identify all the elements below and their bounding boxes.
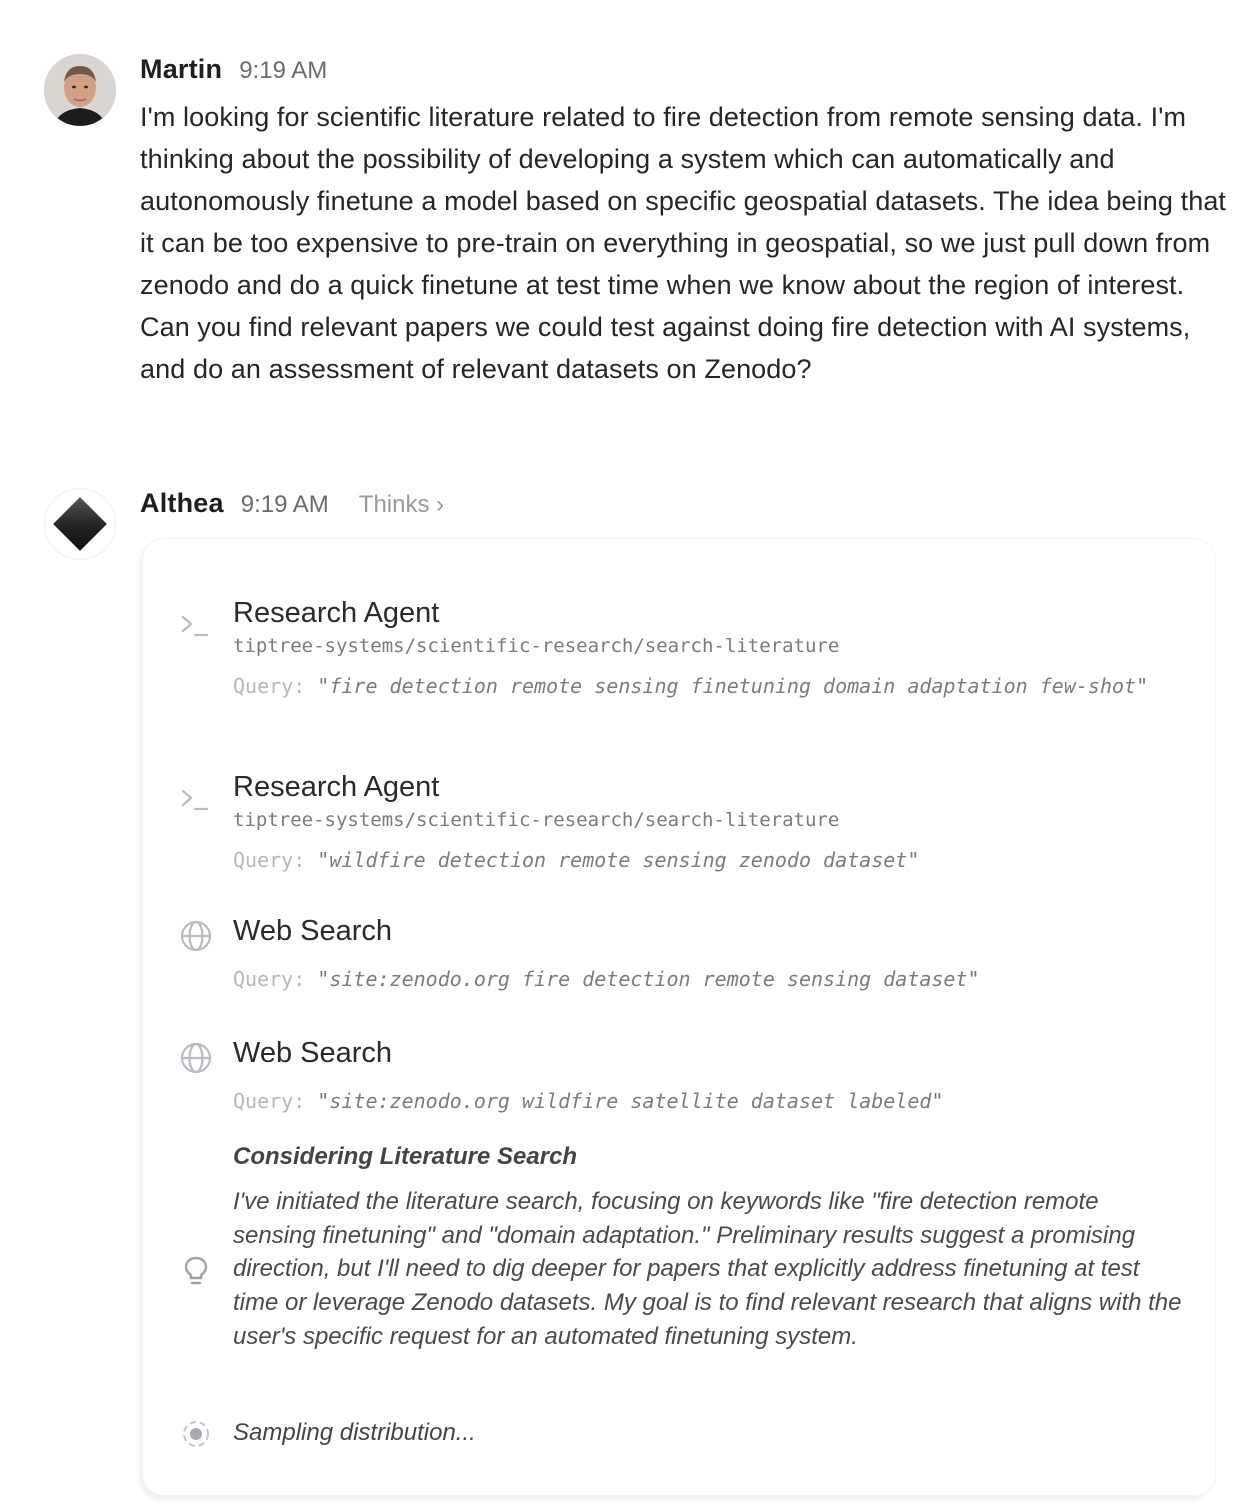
terminal-icon xyxy=(179,609,213,643)
step-query: Query: "wildfire detection remote sensing zenodo dataset" xyxy=(233,848,920,872)
thinks-toggle[interactable]: Thinks › xyxy=(358,491,445,518)
query-label: Query: xyxy=(233,848,306,872)
user-avatar xyxy=(44,54,116,126)
lightbulb-icon xyxy=(183,1256,209,1286)
query-text: fire detection remote sensing finetuning domain adaptation few-shot xyxy=(329,674,1137,698)
query-text: wildfire detection remote sensing zenodo dataset xyxy=(329,848,908,872)
step-title: Research Agent xyxy=(233,597,440,629)
thought-body: I've initiated the literature search, focusing on keywords like "fire detection remote sensing finetuning" and "domain adaptation." Preliminary results suggest a promising direction, but I'll need to dig deeper for papers that explicitly address finetuning at test time or leverage Zenodo datasets. My goal is to find relevant research that aligns with the user's specific request for an automated finetuning system. xyxy=(233,1188,1182,1350)
assistant-message-header xyxy=(140,488,444,519)
step-title: Research Agent xyxy=(233,771,440,803)
spinner-icon xyxy=(181,1419,211,1449)
user-message-text: I'm looking for scientific literature related to fire detection from remote sensing data. I'm thinking about the possibility of developing a system which can automatically and autonomously finetune a model based on specific geospatial datasets. The idea being that it can be too expensive to pre-train on everything in geospatial, so we just pull down from zenodo and do a quick finetune at test time when we know about the region of interest. Can you find relevant papers we could test against doing fire detection with AI systems, and do an assessment of relevant datasets on Zenodo? xyxy=(140,102,1227,384)
sender-name: Althea xyxy=(140,488,224,518)
query-text: site:zenodo.org wildfire satellite dataset labeled xyxy=(329,1089,932,1113)
user-message-header xyxy=(140,54,327,85)
step-query: Query: "site:zenodo.org fire detection remote sensing dataset" xyxy=(233,967,980,991)
query-label: Query: xyxy=(233,967,306,991)
query-text: site:zenodo.org fire detection remote sensing dataset xyxy=(329,967,968,991)
step-query: Query: "fire detection remote sensing finetuning domain adaptation few-shot" xyxy=(233,674,1149,698)
step-title: Web Search xyxy=(233,1037,393,1069)
sender-name: Martin xyxy=(140,54,223,84)
query-label: Query: xyxy=(233,674,306,698)
status-text: Sampling distribution... xyxy=(233,1419,476,1446)
user-photo-icon xyxy=(44,54,116,126)
timestamp: 9:19 AM xyxy=(240,491,329,518)
step-query: Query: "site:zenodo.org wildfire satellite dataset labeled" xyxy=(233,1089,944,1113)
thinking-panel xyxy=(142,538,1216,1496)
timestamp: 9:19 AM xyxy=(239,57,328,84)
step-path: tiptree-systems/scientific-research/search-literature xyxy=(233,635,840,657)
step-title: Web Search xyxy=(233,915,393,947)
diamond-logo-icon xyxy=(53,497,107,551)
thought-title: Considering Literature Search xyxy=(233,1143,578,1170)
step-path: tiptree-systems/scientific-research/search-literature xyxy=(233,809,840,831)
query-label: Query: xyxy=(233,1089,306,1113)
assistant-avatar xyxy=(44,488,116,560)
terminal-icon xyxy=(179,783,213,817)
globe-icon xyxy=(179,1041,213,1075)
globe-icon xyxy=(179,919,213,953)
